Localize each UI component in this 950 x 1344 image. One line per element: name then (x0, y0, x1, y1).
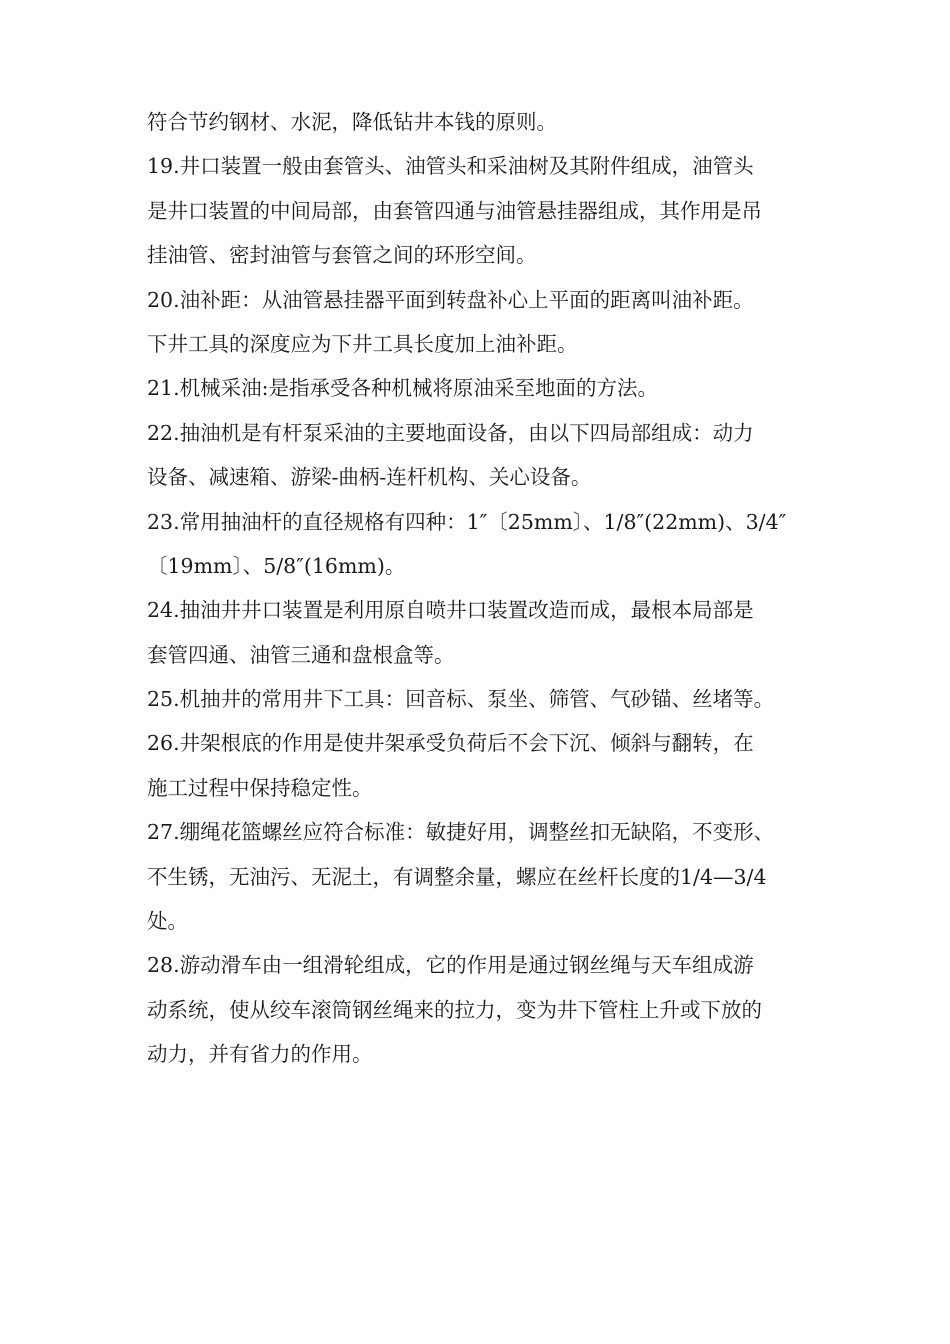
text-line: 动力，并有省力的作用。 (147, 1042, 373, 1067)
text-line: 27.绷绳花篮螺丝应符合标准：敏捷好用，调整丝扣无缺陷，不变形、 (147, 820, 775, 845)
text-line: 25.机抽井的常用井下工具：回音标、泵坐、筛管、气砂锚、丝堵等。 (147, 687, 775, 712)
text-line: 挂油管、密封油管与套管之间的环形空间。 (147, 243, 537, 268)
text-line: 施工过程中保持稳定性。 (147, 775, 373, 800)
document-body (147, 100, 817, 1077)
text-line: 是井口装置的中间局部，由套管四通与油管悬挂器组成，其作用是吊 (147, 198, 762, 223)
text-line: 符合节约钢材、水泥，降低钻井本钱的原则。 (147, 110, 557, 134)
text-line: 23.常用抽油杆的直径规格有四种：1″〔25mm〕、1/8″(22mm)、3/4″ (147, 509, 787, 534)
text-line: 动系统，使从绞车滚筒钢丝绳来的拉力，变为井下管柱上升或下放的 (147, 997, 762, 1022)
text-line: 20.油补距：从油管悬挂器平面到转盘补心上平面的距离叫油补距。 (147, 287, 754, 312)
text-line: 19.井口装置一般由套管头、油管头和采油树及其附件组成，油管头 (147, 154, 754, 179)
text-line: 不生锈，无油污、无泥土，有调整余量，螺应在丝杆长度的1/4—3/4 (147, 864, 767, 889)
text-line: 下井工具的深度应为下井工具长度加上油补距。 (147, 331, 578, 356)
text-line: 24.抽油井井口装置是利用原自喷井口装置改造而成，最根本局部是 (147, 598, 754, 623)
text-line: 26.井架根底的作用是使井架承受负荷后不会下沉、倾斜与翻转，在 (147, 731, 754, 756)
text-line: 28.游动滑车由一组滑轮组成，它的作用是通过钢丝绳与天车组成游 (147, 953, 754, 978)
text-line: 处。 (147, 909, 188, 934)
text-line: 22.抽油机是有杆泵采油的主要地面设备，由以下四局部组成：动力 (147, 420, 754, 445)
text-line: 设备、减速箱、游梁-曲柄-连杆机构、关心设备。 (147, 465, 592, 490)
text-line: 21.机械采油:是指承受各种机械将原油采至地面的方法。 (147, 376, 659, 401)
text-line: 〔19mm〕、5/8″(16mm)。 (147, 553, 406, 578)
text-line: 套管四通、油管三通和盘根盒等。 (147, 642, 455, 667)
